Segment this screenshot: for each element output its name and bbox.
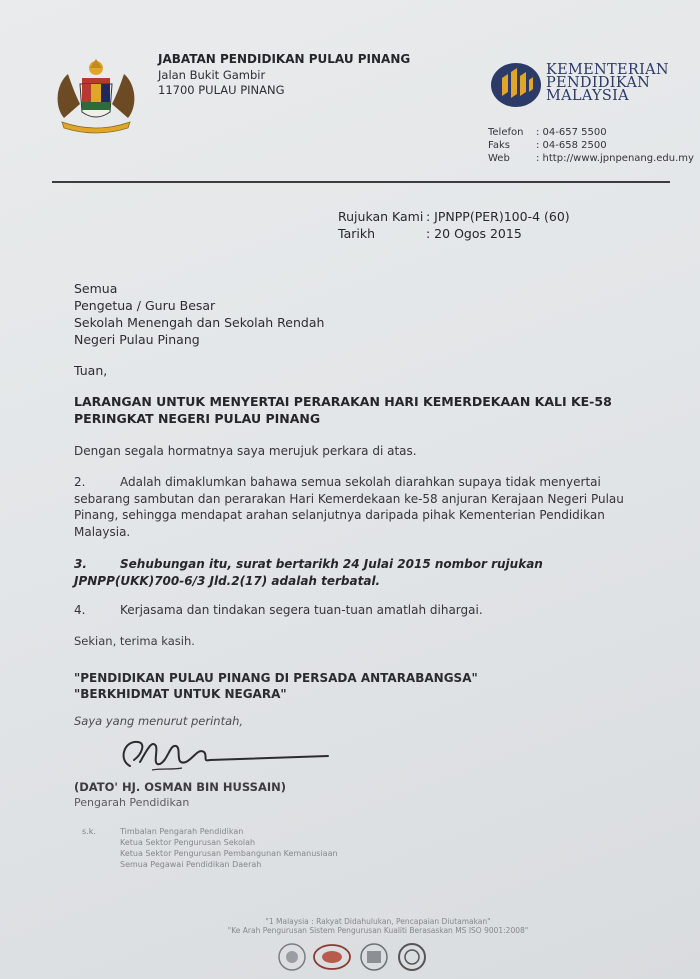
ministry-logo: [490, 62, 542, 108]
paragraph-line: Sehubungan itu, surat bertarikh 24 Julai 2015 nombor rujukan: [120, 557, 543, 571]
address-line: Jalan Bukit Gambir: [158, 68, 266, 82]
paragraph-line: Malaysia.: [74, 524, 131, 539]
recipient-line: Pengetua / Guru Besar: [74, 298, 216, 313]
coat-of-arms-logo: [50, 56, 142, 134]
paragraph-line: JPNPP(UKK)700-6/3 Jld.2(17) adalah terbatal.: [74, 573, 381, 588]
contact-fax: Faks : 04-658 2500: [488, 140, 607, 151]
address-line: 11700 PULAU PINANG: [158, 83, 285, 97]
paragraph-number: 2.: [74, 475, 86, 489]
motto-line: "PENDIDIKAN PULAU PINANG DI PERSADA ANTARABANGSA": [74, 671, 478, 685]
slogan-line: "Ke Arah Pengurusan Sistem Pengurusan Kualiti Berasaskan MS ISO 9001:2008": [227, 926, 529, 935]
slogan-line: "1 Malaysia : Rakyat Didahulukan, Pencapaian Diutamakan": [265, 917, 491, 926]
cc-line: Ketua Sektor Pengurusan Sekolah: [120, 838, 256, 847]
paragraph-2: [74, 474, 630, 540]
cc-label: s.k.: [82, 827, 96, 836]
salutation: Tuan,: [74, 363, 108, 378]
ministry-line: MALAYSIA: [546, 88, 629, 104]
motto-line: "BERKHIDMAT UNTUK NEGARA": [74, 687, 287, 701]
department-address: [158, 68, 285, 98]
certification-badges: [274, 937, 434, 977]
paragraph-1: Dengan segala hormatnya saya merujuk perkara di atas.: [74, 444, 417, 458]
letter-subject: [74, 393, 634, 427]
reference-block: [338, 208, 570, 242]
paragraph-line: Pinang, sehingga mendapat arahan selanjutnya daripada pihak Kementerian Pendidikan: [74, 508, 605, 522]
motto-block: [74, 670, 478, 702]
cc-list: [120, 826, 338, 870]
cc-line: Timbalan Pengarah Pendidikan: [120, 827, 244, 836]
signer-title: Pengarah Pendidikan: [74, 796, 190, 809]
signature-image: [112, 730, 334, 780]
department-name: JABATAN PENDIDIKAN PULAU PINANG: [158, 52, 411, 66]
paragraph-number: 3.: [74, 557, 87, 571]
ministry-name: [546, 64, 669, 103]
footer-slogan: [208, 917, 548, 935]
cc-line: Ketua Sektor Pengurusan Pembangunan Kemanusiaan: [120, 849, 338, 858]
contact-web: Web : http://www.jpnpenang.edu.my: [488, 153, 694, 164]
contact-phone: Telefon : 04-657 5500: [488, 127, 607, 138]
ministry-line: KEMENTERIAN: [546, 62, 669, 78]
paragraph-line: sebarang sambutan dan perarakan Hari Kemerdekaan ke-58 anjuran Kerajaan Negeri Pulau: [74, 491, 624, 506]
paragraph-4: [74, 602, 630, 619]
yours-faithfully: Saya yang menurut perintah,: [74, 714, 244, 728]
reference-number: Rujukan Kami : JPNPP(PER)100-4 (60): [338, 209, 570, 224]
recipient-line: Sekolah Menengah dan Sekolah Rendah: [74, 315, 325, 330]
letter-date: Tarikh : 20 Ogos 2015: [338, 226, 522, 241]
paragraph-number: 4.: [74, 603, 86, 617]
paragraph-line: Adalah dimaklumkan bahawa semua sekolah diarahkan supaya tidak menyertai: [120, 475, 601, 489]
recipient-line: Semua: [74, 281, 118, 296]
cc-line: Semua Pegawai Pendidikan Daerah: [120, 860, 262, 869]
subject-line: PERINGKAT NEGERI PULAU PINANG: [74, 411, 321, 426]
subject-line: LARANGAN UNTUK MENYERTAI PERARAKAN HARI KEMERDEKAAN KALI KE-58: [74, 394, 612, 409]
ministry-line: PENDIDIKAN: [546, 75, 651, 91]
contact-info: [488, 126, 694, 165]
signer-name: (DATO' HJ. OSMAN BIN HUSSAIN): [74, 780, 287, 794]
paragraph-3: [74, 556, 630, 589]
recipient-line: Negeri Pulau Pinang: [74, 332, 200, 347]
paragraph-line: Kerjasama dan tindakan segera tuan-tuan amatlah dihargai.: [120, 603, 483, 617]
closing-line: Sekian, terima kasih.: [74, 634, 195, 648]
recipient-block: [74, 280, 324, 348]
header-divider: [52, 181, 670, 183]
